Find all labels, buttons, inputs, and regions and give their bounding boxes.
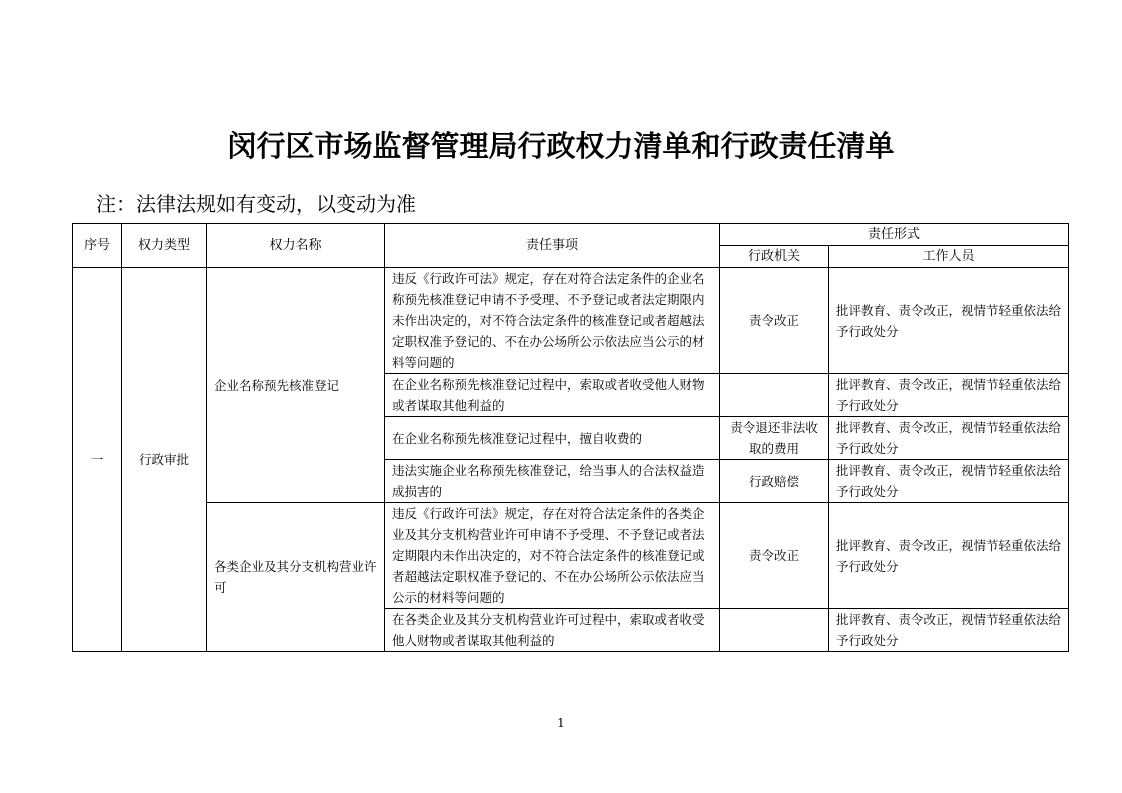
agency-cell: 责令退还非法收取的费用 xyxy=(720,417,829,460)
header-responsibility: 责任事项 xyxy=(385,224,720,268)
staff-cell: 批评教育、责令改正，视情节轻重依法给予行政处分 xyxy=(829,268,1069,374)
agency-cell xyxy=(720,609,829,652)
header-power-name: 权力名称 xyxy=(207,224,385,268)
seq-cell: 一 xyxy=(73,268,122,652)
page-number: 1 xyxy=(557,716,565,730)
power-name-cell: 企业名称预先核准登记 xyxy=(207,268,385,503)
staff-cell: 批评教育、责令改正，视情节轻重依法给予行政处分 xyxy=(829,460,1069,503)
header-agency: 行政机关 xyxy=(720,246,829,268)
responsibility-cell: 违法实施企业名称预先核准登记，给当事人的合法权益造成损害的 xyxy=(385,460,720,503)
header-seq: 序号 xyxy=(73,224,122,268)
responsibility-cell: 在各类企业及其分支机构营业许可过程中，索取或者收受他人财物或者谋取其他利益的 xyxy=(385,609,720,652)
responsibility-cell: 违反《行政许可法》规定，存在对符合法定条件的各类企业及其分支机构营业许可申请不予受理、不予登记或者法定期限内未作出决定的，对不符合法定条件的核准登记或者超越法定职权准予登记的、不在办公场所公示依法应当公示的材料等问题的 xyxy=(385,503,720,609)
agency-cell: 行政赔偿 xyxy=(720,460,829,503)
staff-cell: 批评教育、责令改正，视情节轻重依法给予行政处分 xyxy=(829,374,1069,417)
rights-table xyxy=(72,223,1069,652)
table-row xyxy=(73,268,1069,374)
table-row xyxy=(73,503,1069,609)
note: 注：法律法规如有变动，以变动为准 xyxy=(96,192,416,216)
staff-cell: 批评教育、责令改正，视情节轻重依法给予行政处分 xyxy=(829,417,1069,460)
staff-cell: 批评教育、责令改正，视情节轻重依法给予行政处分 xyxy=(829,609,1069,652)
staff-cell: 批评教育、责令改正，视情节轻重依法给予行政处分 xyxy=(829,503,1069,609)
header-power-type: 权力类型 xyxy=(122,224,207,268)
agency-cell xyxy=(720,374,829,417)
responsibility-cell: 在企业名称预先核准登记过程中，擅自收费的 xyxy=(385,417,720,460)
responsibility-cell: 违反《行政许可法》规定，存在对符合法定条件的企业名称预先核准登记申请不予受理、不予登记或者法定期限内未作出决定的，对不符合法定条件的核准登记或者超越法定职权准予登记的、不在办公场所公示依法应当公示的材料等问题的 xyxy=(385,268,720,374)
power-type-cell: 行政审批 xyxy=(122,268,207,652)
page-title: 闵行区市场监督管理局行政权力清单和行政责任清单 xyxy=(227,129,895,163)
agency-cell: 责令改正 xyxy=(720,268,829,374)
responsibility-cell: 在企业名称预先核准登记过程中，索取或者收受他人财物或者谋取其他利益的 xyxy=(385,374,720,417)
power-name-cell: 各类企业及其分支机构营业许可 xyxy=(207,503,385,652)
header-form: 责任形式 xyxy=(720,224,1069,246)
agency-cell: 责令改正 xyxy=(720,503,829,609)
header-staff: 工作人员 xyxy=(829,246,1069,268)
